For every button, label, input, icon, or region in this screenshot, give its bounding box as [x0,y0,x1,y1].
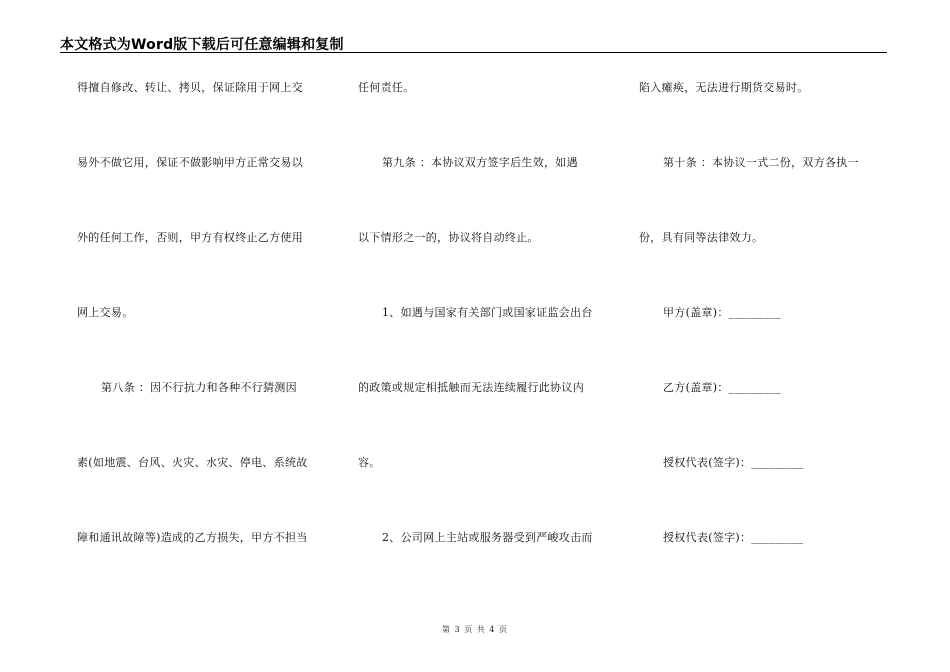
column2-line-3: 以下情形之一的，协议将自动终止。 [358,231,539,244]
signature-party-b: 乙方(盖章)：_________ [663,381,781,394]
column3-line-2: 第十条 ：本协议一式二份，双方各执一 [663,156,859,169]
column2-line-7: 2、公司网上主站或服务器受到严峻攻击而 [382,531,593,544]
signature-party-a: 甲方(盖章)：_________ [663,306,781,319]
column1-line-1: 得擅自修改、转让、拷贝，保证除用于网上交 [77,81,303,94]
column2-line-6: 容。 [358,456,381,469]
column1-line-3: 外的任何工作，否则，甲方有权终止乙方使用 [77,231,303,244]
signature-representative-2: 授权代表(签字)：_________ [663,531,804,544]
column1-line-2: 易外不做它用，保证不做影响甲方正常交易以 [77,156,303,169]
signature-representative-1: 授权代表(签字)：_________ [663,456,804,469]
column2-line-5: 的政策或规定相抵触而无法连续履行此协议内 [358,381,584,394]
page-number-footer: 第 3 页 共 4 页 [442,625,508,634]
column1-line-4: 网上交易。 [77,306,134,319]
column2-line-2: 第九条 ：本协议双方签字后生效，如遇 [382,156,578,169]
document-header-title: 本文格式为Word版下载后可任意编辑和复制 [60,37,344,53]
column2-line-1: 任何责任。 [358,81,415,94]
column3-line-3: 份，具有同等法律效力。 [639,231,764,244]
column2-line-4: 1、如遇与国家有关部门或国家证监会出台 [382,306,593,319]
column1-line-5: 第八条 ：因不行抗力和各种不行猜测因 [101,381,297,394]
column1-line-6: 素(如地震、台风、火灾、水灾、停电、系统故 [77,456,308,469]
column3-line-1: 陷入瘫痪，无法进行期货交易时。 [639,81,809,94]
header-divider [60,52,887,53]
column1-line-7: 障和通讯故障等)造成的乙方损失，甲方不担当 [77,531,308,544]
